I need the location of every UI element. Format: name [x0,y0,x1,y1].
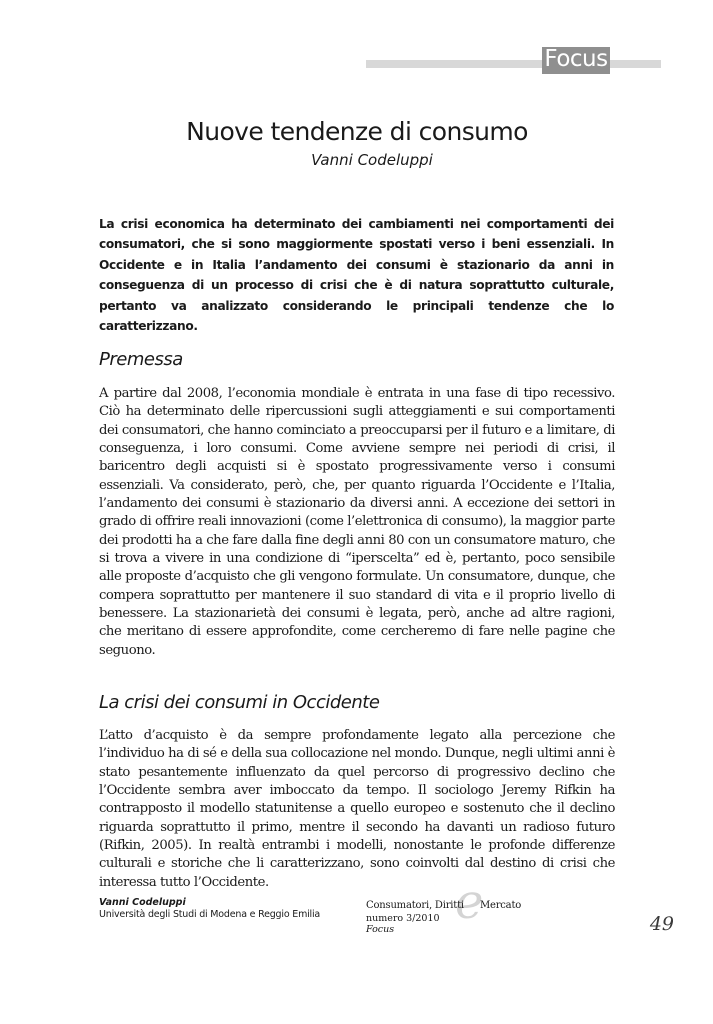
section-body-premessa: A partire dal 2008, l’economia mondiale è entrata in una fase di tipo recessivo. Ciò ha determinato delle ripercussioni sugli atteggiamenti e sui comportamenti dei consumatori, che hanno cominciato a preoccuparsi per il futuro e a limitare, di conseguenza, i loro consumi. Come avviene sempre nei periodi di crisi, il baricentro degli acquisti si è spostato progressivamente verso i consumi essenziali. Va considerato, però, che, per quanto riguarda l’Occidente e l’Italia, l’andamento dei consumi è stazionario da diversi anni. A eccezione dei settori in grado di offrire reali innovazioni (come l’elettronica di consumo), la maggior parte dei prodotti ha a che fare dalla fine degli anni 80 con un consumatore maturo, che si trova a vivere in una condizione di “iperscelta” ed è, pertanto, poco sensibile alle proposte d’acquisto che gli vengono formulate. Un consumatore, dunque, che compera soprattutto per mantenere il suo standard di vita e il proprio livello di benessere. La stazionarietà dei consumi è legata, però, anche ad altre ragioni, che meritano di essere approfondite, come cercheremo di fare nelle pagine che seguono. [99,386,615,658]
journal-name-part2: Mercato [479,900,522,911]
section-body-crisi: L’atto d’acquisto è da sempre profondamente legato alla percezione che l’individuo ha di sé e della sua collocazione nel mondo. Dunque, negli ultimi anni è stato pesantemente influenzato da quel percorso di progressivo declino che l’Occidente sembra aver imboccato da tempo. Il sociologo Jeremy Rifkin ha contrapposto il modello statunitense a quello europeo e sostenuto che il declino riguarda soprattutto il primo, mentre il secondo ha davanti un radioso futuro (Rifkin, 2005). In realtà entrambi i modelli, nonostante le profonde differenze culturali e storiche che li caratterizzano, sono coinvolti dal destino di crisi che interessa tutto l’Occidente. [99,728,615,890]
section-heading-premessa: Premessa [99,349,183,370]
journal-section: Focus [366,924,395,935]
journal-name [366,900,521,912]
footer-author-name: Vanni Codeluppi [99,897,186,908]
section-label: Focus [544,46,608,72]
page-number: 49 [649,913,674,935]
journal-logo-e: e [455,874,484,930]
section-heading-crisi: La crisi dei consumi in Occidente [99,692,380,713]
article-title: Nuove tendenze di consumo [186,117,528,146]
journal-issue: numero 3/2010 [366,913,440,924]
header-rule [366,60,661,68]
footer-affiliation: Università degli Studi di Modena e Reggio Emilia [99,909,321,920]
article-abstract: La crisi economica ha determinato dei cambiamenti nei comportamenti dei consumatori, che si sono maggiormente spostati verso i beni essenziali. In Occidente e in Italia l’andamento dei consumi è stazionario da anni in conseguenza di un processo di crisi che è di natura soprattutto culturale, pertanto va analizzato considerando le principali tendenze che lo caratterizzano. [99,217,614,334]
article-author: Vanni Codeluppi [311,151,433,169]
journal-name-part1: Consumatori, Diritti [366,900,464,911]
